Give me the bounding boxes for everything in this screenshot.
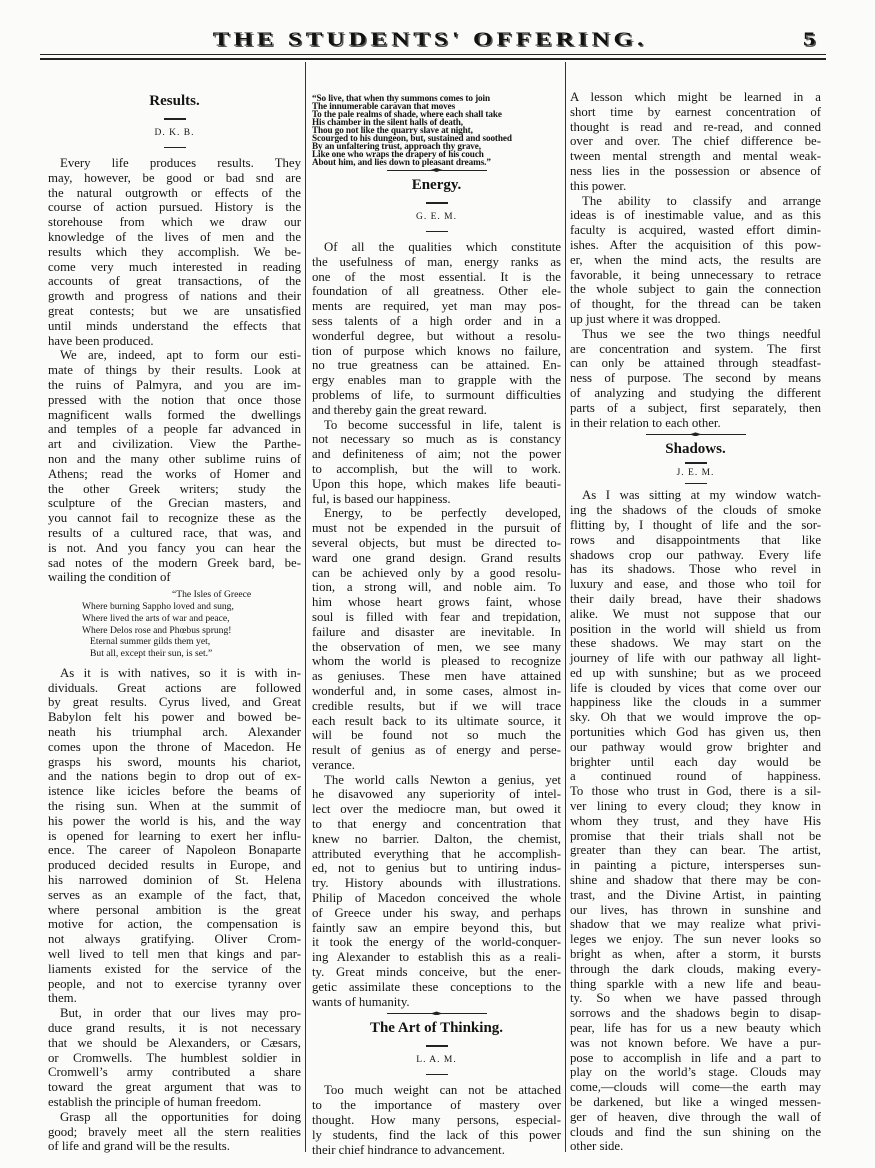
text-line: come,—clouds will come—the earth may	[570, 1080, 821, 1095]
text-line: trast, and the Divine Artist, in painting	[570, 887, 821, 902]
text-line: thought. How many persons, especial-	[312, 1113, 561, 1128]
text-line: can be achieved only by a good resolu-	[312, 565, 561, 580]
text-line: wailing the condition of	[48, 570, 171, 585]
text-line: well lived to tell men that kings and par-	[48, 947, 301, 962]
text-line: whom they trust, and they have His	[570, 813, 821, 828]
verse-line: “The Isles of Greece	[172, 589, 252, 601]
text-line: serves as an example of the fact, that,	[48, 887, 301, 902]
paragraph	[48, 1006, 301, 1110]
verse-line: Thou go not like the quarry slave at night,	[312, 125, 473, 135]
text-line: to the importance of mastery over	[312, 1098, 561, 1113]
text-line: ence. The career of Napoleon Bonaparte	[48, 843, 301, 858]
text-line: sess talents of a high order and in a	[312, 313, 561, 328]
text-line: ly students, find the lack of this power	[312, 1127, 561, 1142]
masthead-rule-bottom	[40, 58, 826, 60]
text-line: over and over. The chief difference be-	[570, 134, 821, 149]
paragraph	[570, 327, 821, 431]
verse-line: Where Delos rose and Phœbus sprung!	[82, 624, 232, 636]
text-line: ed, not to genius but to untiring indus-	[312, 861, 561, 876]
column-1	[48, 92, 301, 1154]
text-line: to accomplish, but the will to work.	[312, 461, 561, 476]
text-line: ed up with sunshine; but as we proceed	[570, 665, 821, 680]
text-line: the natural outgrowth or effects of the	[48, 185, 301, 200]
text-line: results which they accomplish. We be-	[48, 244, 301, 259]
text-line: alike. We must not suppose that our	[570, 606, 821, 621]
text-line: toward the great argument that was to	[48, 1080, 301, 1095]
text-line: non and the many other sublime ruins of	[48, 451, 301, 466]
text-line: Upon this hope, which makes life beauti-	[312, 476, 561, 491]
text-line: the usefulness of man, energy ranks as	[312, 254, 561, 269]
text-line: establish the principle of human freedom.	[48, 1095, 262, 1109]
text-line: tion of purpose which knows no failure,	[312, 343, 561, 358]
text-line: ward one grand design. Grand results	[312, 550, 561, 565]
text-line: wonderful degree, but without a resolu-	[312, 328, 561, 343]
text-line: The ability to classify and arrange	[582, 193, 821, 208]
text-line: no true greatness can be attained. En-	[312, 358, 561, 373]
text-line: credible results, but if we will trace	[312, 698, 561, 713]
text-line: knew no barrier. Dalton, the chemist,	[312, 831, 561, 846]
masthead-rule-top	[40, 54, 826, 55]
poem-quote	[48, 589, 301, 660]
text-line: shadows crop our pathway. Every life	[570, 547, 821, 562]
text-line: the observation of men, we see many	[312, 639, 561, 654]
text-line: rows and disappointments that like	[570, 532, 821, 547]
verse-line: Like one who wraps the drapery of his couch	[312, 149, 484, 159]
text-line: of thought, for the thread can be taken	[570, 297, 821, 312]
text-line: not always gratifying. Oliver Crom-	[48, 932, 301, 947]
text-line: Cromwell’s army contributed a share	[48, 1065, 301, 1080]
text-line: and thereby gain the great reward.	[312, 402, 487, 417]
text-line: produced decided results in Europe, and	[48, 858, 301, 873]
paragraph	[48, 156, 301, 348]
text-line: istence like icicles before the beams of	[48, 784, 301, 799]
short-rule	[164, 147, 186, 149]
text-line: must not be expended in the pursuit of	[312, 521, 561, 536]
text-line: magnificent walls formed the dwellings	[48, 407, 301, 422]
article-byline: D. K. B.	[154, 127, 195, 138]
text-line: ness lies in the possession or absence of	[570, 163, 821, 178]
text-line: shadow that we may realize what privi-	[570, 917, 821, 932]
article-title: The Art of Thinking.	[369, 1020, 504, 1037]
text-line: Every life produces results. They	[60, 156, 301, 170]
text-line: motive for action, the compensation is	[48, 917, 301, 932]
text-line: storehouse from which we draw our	[48, 215, 301, 230]
text-line: good; bravely meet all the stern realities	[48, 1124, 301, 1139]
text-line: course of action pursued. History is the	[48, 200, 301, 215]
text-line: As I was sitting at my window watch-	[582, 488, 821, 503]
text-line: As it is with natives, so it is with in-	[60, 665, 301, 680]
ornamental-divider	[387, 1012, 487, 1015]
text-line: ger of heaven, dive through the wall of	[570, 1109, 821, 1124]
text-line: getic assimilate these conceptions to the	[312, 979, 561, 994]
text-line: to that energy and concentration that	[312, 817, 561, 832]
text-line: A lesson which might be learned in a	[570, 90, 821, 104]
text-line: have been produced.	[48, 333, 154, 348]
text-line: pose to accomplish in life and a part to	[570, 1050, 821, 1065]
text-line: growth and progress of nations and their	[48, 289, 301, 304]
text-line: and temples of a people far advanced in	[48, 422, 301, 437]
text-line: failure and disaster are inevitable. In	[312, 624, 561, 639]
short-rule	[426, 1045, 448, 1047]
text-line: Babylon felt his power and bowed be-	[48, 710, 301, 725]
text-line: him whose heart grows faint, whose	[312, 595, 561, 610]
text-line: his narrowed dominion of St. Helena	[48, 873, 301, 888]
text-line: We are, indeed, apt to form our esti-	[60, 348, 301, 363]
text-line: Of all the qualities which constitute	[324, 240, 561, 254]
text-line: the ruins of Palmyra, and you are im-	[48, 377, 301, 392]
text-line: or Cromwells. The humblest soldier in	[48, 1050, 301, 1065]
text-line: each result back to its ultimate source, it	[312, 713, 561, 728]
text-line: the other Greek writers; study the	[48, 481, 301, 496]
text-line: several objects, but must be directed to-	[312, 535, 561, 550]
short-rule	[426, 231, 448, 233]
verse-line: Where lived the arts of war and peace,	[82, 612, 230, 624]
text-line: people, and not to exercise tyranny over	[48, 976, 301, 991]
text-line: he disavowed any superiority of intel-	[312, 787, 561, 802]
text-line: in their relation to each other.	[570, 415, 721, 430]
text-line: ver lining to every cloud; they know in	[570, 799, 821, 814]
text-line: portunities which God has given us, then	[570, 725, 821, 740]
article-byline: G. E. M.	[416, 211, 457, 222]
text-line: neath his triumphal arch. Alexander	[48, 725, 301, 740]
text-line: will be found not so much the	[312, 728, 561, 743]
text-line: brighter until each day would be	[570, 754, 821, 769]
text-line: their chief hindrance to advancement.	[312, 1142, 505, 1157]
text-line: art and civilization. View the Parthe-	[48, 437, 301, 452]
text-line: faintly saw an empire beyond this, but	[312, 920, 561, 935]
text-line: ing the shadows of the clouds of smoke	[570, 503, 821, 518]
text-line: thought is read and re-read, and conned	[570, 119, 821, 134]
text-line: is opened for learning to exert her influ-	[48, 828, 301, 843]
text-line: where personal ambition is the great	[48, 902, 301, 917]
verse-line: To the pale realms of shade, where each shall take	[312, 109, 502, 119]
text-line: is not. And you fancy you can hear the	[48, 540, 301, 555]
text-line: comes upon the throne of Macedon. He	[48, 739, 301, 754]
text-line: ergy enables man to grapple with the	[312, 373, 561, 388]
text-line: dividuals. Great actions are followed	[48, 680, 301, 695]
text-line: lect over the mediocre man, but owed it	[312, 802, 561, 817]
text-line: may, however, be good or bad snd are	[48, 170, 301, 185]
ornamental-divider	[646, 433, 746, 436]
text-line: parts of a subject, first separately, then	[570, 400, 821, 415]
short-rule	[685, 462, 707, 464]
text-line: and definiteness of aim; not the power	[312, 447, 561, 462]
text-line: The world calls Newton a genius, yet	[324, 772, 561, 787]
text-line: until minds understand the effects that	[48, 318, 301, 333]
column-2	[312, 94, 561, 1157]
verse-line: The innumerable caravan that moves	[312, 101, 456, 111]
text-line: his power the world is his, and the way	[48, 813, 301, 828]
text-line: To those who trust in God, there is a sil-	[570, 784, 821, 799]
paragraph	[312, 418, 561, 507]
text-line: of Greece under his sway, and perhaps	[312, 905, 561, 920]
text-line: verance.	[312, 757, 355, 772]
column-divider	[305, 62, 306, 1152]
text-line: our pathway would grow brighter and	[570, 739, 821, 754]
text-line: are concentration and system. The first	[570, 341, 821, 356]
paragraph	[570, 194, 821, 327]
masthead-title: THE STUDENTS' OFFERING.	[212, 28, 648, 51]
text-line: it took the energy of the world-conquer-	[312, 935, 561, 950]
paragraph	[570, 90, 821, 194]
text-line: ty. Great minds conceive, but the ener-	[312, 965, 561, 980]
text-line: position in the world will shield us from	[570, 621, 821, 636]
text-line: as geniuses. These men have attained	[312, 669, 561, 684]
article-title: Shadows.	[665, 441, 726, 458]
text-line: life is clouded by vices that come over our	[570, 680, 821, 695]
text-line: But, in order that our lives may pro-	[60, 1006, 301, 1021]
epigraph-quote	[312, 94, 561, 166]
verse-line: But all, except their sun, is set.”	[90, 648, 213, 660]
verse-line: Where burning Sappho loved and sung,	[82, 600, 234, 612]
text-line: ful, is based our happiness.	[312, 491, 451, 506]
text-line: thing sparkle with a new life and beau-	[570, 976, 821, 991]
text-line: through the dark clouds, making every-	[570, 961, 821, 976]
article-byline: L. A. M.	[416, 1054, 457, 1065]
text-line: bright as when, after a storm, it bursts	[570, 947, 821, 962]
text-line: greater than they can bear. The artist,	[570, 843, 821, 858]
text-line: sky. Oh that we would improve the op-	[570, 710, 821, 725]
text-line: up just where it was dropped.	[570, 311, 721, 326]
text-line: play on the world’s stage. Clouds may	[570, 1065, 821, 1080]
short-rule	[685, 483, 707, 485]
text-line: a continued round of happiness.	[570, 769, 821, 784]
text-line: short time by earnest concentration of	[570, 104, 821, 119]
text-line: other side.	[570, 1139, 624, 1154]
text-line: foundation of all greatness. Other ele-	[312, 284, 561, 299]
text-line: leges we enjoy. The sun never looks so	[570, 932, 821, 947]
text-line: sorrows and the shadows begin to disap-	[570, 1006, 821, 1021]
text-line: problems of life, to surmount difficulties	[312, 387, 561, 402]
article-title: Results.	[149, 93, 200, 109]
text-line: happiness like the clouds in a summer	[570, 695, 821, 710]
text-line: mate of things by their results. Look at	[48, 363, 301, 378]
text-line: er, when the mind acts, the results are	[570, 252, 821, 267]
text-line: duce grand results, it is not necessary	[48, 1021, 301, 1036]
short-rule	[426, 202, 448, 204]
text-line: the rising sun. When at the summit of	[48, 799, 301, 814]
text-line: that we should be Alexanders, or Cæsars,	[48, 1035, 301, 1050]
page-number: 5	[803, 28, 816, 51]
text-line: liaments existed for the service of the	[48, 961, 301, 976]
text-line: of analyzing and studying the different	[570, 385, 821, 400]
text-line: soul is filled with fear and trepidation,	[312, 609, 561, 624]
text-line: grasps his sword, mounts his chariot,	[48, 754, 301, 769]
text-line: this power.	[570, 178, 627, 193]
text-line: sad notes of the modern Greek bard, be-	[48, 555, 301, 570]
text-line: can only be attained through steadfast-	[570, 356, 821, 371]
text-line: wonderful and, in some cases, almost in-	[312, 683, 561, 698]
verse-line: “So live, that when thy summons comes to join	[312, 93, 490, 103]
text-line: great contests; but we are unsatisfied	[48, 303, 301, 318]
text-line: come very much interested in reading	[48, 259, 301, 274]
verse-line: His chamber in the silent halls of death,	[312, 117, 463, 127]
text-line: be darkened, but like a winged messen-	[570, 1095, 821, 1109]
column-divider	[565, 62, 566, 1152]
text-line: result of genius as of energy and perse-	[312, 743, 561, 758]
text-line: luxury and ease, and those who toil for	[570, 577, 821, 592]
text-line: has its shadows. Those who revel in	[570, 562, 821, 577]
short-rule	[426, 1074, 448, 1076]
text-line: accounts of great transactions, of the	[48, 274, 301, 289]
text-line: ideas is of inestimable value, and as this	[570, 208, 821, 223]
text-line: pear, life has for us a new beauty which	[570, 1021, 821, 1036]
text-line: pressed with the notion that once those	[48, 392, 301, 407]
text-line: these shadows. We may start on the	[570, 636, 821, 651]
text-line: not necessary so much as is constancy	[312, 432, 561, 447]
text-line: results of a cultured race, that was, and	[48, 525, 301, 540]
text-line: them.	[48, 991, 77, 1006]
text-line: sculpture of the Grecian masters, and	[48, 496, 301, 511]
text-line: tion, a strong will, and noble aim. To	[312, 580, 561, 595]
paragraph	[48, 348, 301, 585]
article-title: Energy.	[411, 177, 462, 193]
text-line: Athens; read the works of Homer and	[48, 466, 301, 481]
text-line: ty. So when we have passed through	[570, 991, 821, 1006]
short-rule	[164, 118, 186, 120]
text-line: try. History abounds with illustrations.	[312, 876, 561, 891]
paragraph	[312, 773, 561, 1010]
text-line: one of the most essential. It is the	[312, 269, 561, 284]
paragraph	[570, 488, 821, 1154]
text-line: Too much weight can not be attached	[324, 1083, 561, 1098]
text-line: knowledge of the lives of men and the	[48, 229, 301, 244]
verse-line: By an unfaltering trust, approach thy grave,	[312, 141, 481, 151]
paragraph	[48, 666, 301, 1006]
text-line: Philip of Macedon conceived the whole	[312, 891, 561, 906]
text-line: whom the world is pleased to recognize	[312, 654, 561, 669]
article-byline: J. E. M.	[676, 467, 715, 478]
text-line: Thus we see the two things needful	[582, 326, 821, 341]
text-line: tween mental strength and mental weak-	[570, 149, 821, 164]
text-line: of life and grand will be the results.	[48, 1139, 230, 1154]
paragraph	[312, 240, 561, 418]
text-line: and the nations begin to drop out of ex-	[48, 769, 301, 784]
text-line: ing Alexander to establish this as a reali-	[312, 950, 561, 965]
text-line: our lives, has thrown in sunshine and	[570, 902, 821, 917]
text-line: favorable, it being unnecessary to retrace	[570, 267, 821, 282]
text-line: Energy, to be perfectly developed,	[324, 506, 561, 521]
verse-line: Scourged to his dungeon, but, sustained and soothed	[312, 133, 512, 143]
paragraph	[312, 1083, 561, 1157]
text-line: was not known before. We have a pur-	[570, 1035, 821, 1050]
text-line: in painting a picture, intersperses sun-	[570, 858, 821, 873]
text-line: Grasp all the opportunities for doing	[60, 1109, 301, 1124]
text-line: journey of life with our pathway all light-	[570, 651, 821, 666]
text-line: promise that their trials shall not be	[570, 828, 821, 843]
column-3	[570, 90, 821, 1154]
paragraph	[312, 506, 561, 772]
text-line: faculty is acquired, wasted effort dimin-	[570, 223, 821, 238]
text-line: ments are required, yet man may pos-	[312, 299, 561, 314]
paragraph	[48, 1110, 301, 1154]
text-line: attributed everything that he accomplish-	[312, 846, 561, 861]
text-line: shine and shadow that there may be con-	[570, 873, 821, 888]
text-line: their daily bread, have their shadows	[570, 591, 821, 606]
text-line: flitting by, I thought of life and the sor-	[570, 517, 821, 532]
text-line: you cannot fail to recognize these as the	[48, 511, 301, 526]
text-line: ness of purpose. The second by means	[570, 371, 821, 386]
text-line: the whole subject to gain the connection	[570, 282, 821, 297]
text-line: by great results. Cyrus lived, and Great	[48, 695, 301, 710]
verse-line: About him, and lies down to pleasant dreams.”	[312, 157, 491, 167]
text-line: clouds and find the sun shining on the	[570, 1124, 821, 1139]
text-line: To become successful in life, talent is	[324, 417, 561, 432]
text-line: ishes. After the acquisition of this pow-	[570, 237, 821, 252]
ornamental-divider	[387, 169, 487, 172]
text-line: wants of humanity.	[312, 994, 410, 1009]
verse-line: Eternal summer gilds them yet,	[90, 636, 211, 648]
